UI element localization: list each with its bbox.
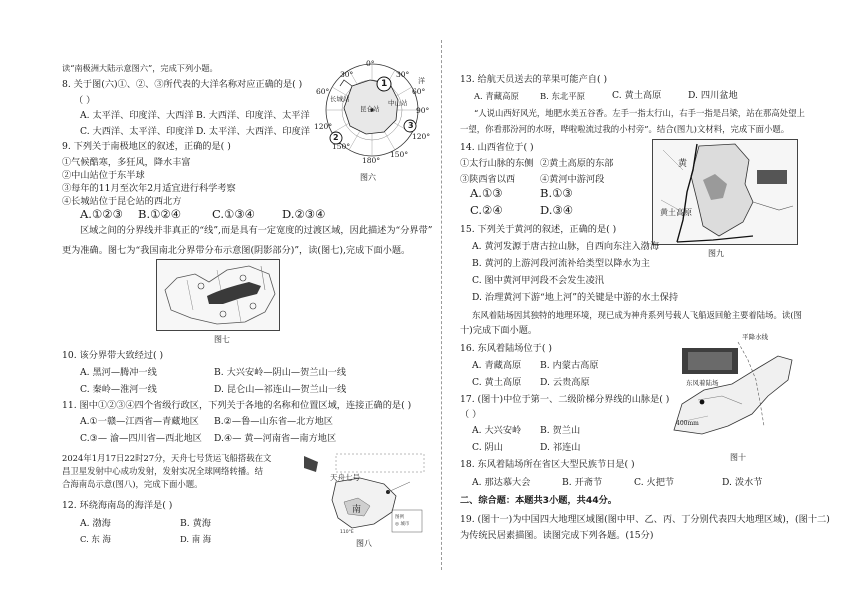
q13-option-b[interactable]: B. 东北平原 (540, 91, 585, 101)
fig10-label-isohyet: 平降水线 (742, 333, 768, 341)
q18-option-a[interactable]: A. 那达慕大会 (472, 477, 531, 488)
fig6-lon-60-right: 60° (412, 87, 426, 96)
fig6-lon-120-right: 120° (412, 132, 431, 141)
q14-statement-1: ①太行山脉的东侧 (460, 158, 534, 169)
fig9-label-huang: 黄 (678, 159, 688, 169)
fig6-lon-0: 0° (366, 59, 375, 68)
q10-option-c[interactable]: C. 秦岭—淮河一线 (80, 384, 157, 395)
q9-statement-2: ②中山站位于东半球 (62, 170, 145, 181)
svg-text:110°E: 110°E (340, 530, 354, 535)
svg-text:图例: 图例 (395, 515, 404, 520)
q19-stem-2: 为传统民居素描图。读图完成下列各题。(15分) (460, 530, 654, 541)
q9-option-d[interactable]: D.②③④ (282, 207, 326, 221)
figure-6-caption: 图六 (360, 173, 376, 182)
q18-option-d[interactable]: D. 泼水节 (722, 477, 763, 488)
fig6-station-kunlun: 昆仑站 (360, 105, 380, 113)
q9-statement-4: ④长城站位于昆仑站的西北方 (62, 196, 182, 207)
q9-option-a[interactable]: A.①②③ (80, 207, 123, 221)
q14-option-d[interactable]: D.③④ (540, 203, 574, 217)
fig9-label-plateau: 黄土高原 (660, 208, 692, 217)
q11-option-b[interactable]: B.②—鲁—山东省—北方地区 (214, 416, 333, 427)
q16-stem: 16. 东风着陆场位于( ) (460, 343, 552, 354)
figure-10-dongfeng-map (668, 330, 798, 448)
q15-option-c[interactable]: C. 图中黄河甲河段不会发生凌汛 (472, 275, 604, 286)
fig10-label-400mm: 400mm (676, 420, 699, 427)
figure-7-caption: 图七 (214, 335, 230, 344)
q9-statement-3: ③每年的11月至次年2月适宜进行科学考察 (62, 183, 236, 194)
figure-7-map (156, 259, 280, 331)
figure-9-shanxi-map (652, 139, 798, 245)
q18-stem: 18. 东风着陆场所在省区大型民族节日是( ) (460, 459, 635, 470)
fig6-station-changcheng: 长城站 (330, 95, 350, 103)
q8-stem: 8. 关于图(六)①、②、③所代表的大洋名称对应正确的是( ) (62, 79, 303, 90)
q17-option-d[interactable]: D. 祁连山 (540, 442, 581, 453)
q9-stem: 9. 下列关于南极地区的叙述，正确的是( ) (62, 141, 231, 152)
q17-stem-bracket: （ ） (460, 409, 482, 420)
q14-statement-2: ②黄土高原的东部 (540, 158, 614, 169)
fig6-lon-30-left: 30° (340, 70, 354, 79)
q14-stem: 14. 山西省位于( ) (460, 142, 534, 153)
fig6-ocean-1: 1 (381, 79, 388, 89)
q8-option-d[interactable]: D. 太平洋、大西洋、印度洋 (196, 126, 310, 137)
para-tianzhou-2: 昌卫星发射中心成功发射，发射实况全球网络转播。结 (62, 466, 263, 476)
section-2-heading: 二、综合题：本题共3小题，共44分。 (460, 495, 617, 506)
q10-option-b[interactable]: B. 大兴安岭—阴山—贺兰山一线 (214, 367, 347, 378)
q17-option-a[interactable]: A. 大兴安岭 (472, 425, 522, 436)
figure-8-caption: 图八 (356, 539, 372, 548)
q17-option-c[interactable]: C. 阴山 (472, 442, 503, 453)
q10-option-d[interactable]: D. 昆仑山—祁连山—贺兰山一线 (214, 384, 347, 395)
para-dongfeng-2: 十)完成下面小题。 (460, 325, 538, 336)
q16-option-c[interactable]: C. 黄土高原 (472, 377, 522, 388)
q13-option-d[interactable]: D. 四川盆地 (688, 90, 738, 101)
svg-text:南: 南 (352, 505, 362, 515)
q18-option-b[interactable]: B. 开斋节 (562, 477, 603, 488)
q11-option-c[interactable]: C.③— 渝—四川省—西北地区 (80, 433, 202, 444)
figure-8-hainan-map (300, 452, 426, 536)
q12-option-a[interactable]: A. 渤海 (80, 518, 111, 529)
fig6-lon-90: 90° (416, 106, 430, 115)
fig6-ocean-2: 2 (333, 133, 339, 142)
q14-option-a[interactable]: A.①③ (470, 186, 503, 200)
q15-option-a[interactable]: A. 黄河发源于唐古拉山脉，自西向东注入渤海 (472, 241, 660, 252)
q8-option-a[interactable]: A. 太平洋、印度洋、大西洋 (80, 110, 194, 121)
fig6-lon-180: 180° (362, 156, 381, 165)
column-divider (441, 40, 442, 570)
q14-option-c[interactable]: C.②④ (470, 203, 503, 217)
fig6-ocean-3: 3 (408, 121, 414, 130)
q15-option-d[interactable]: D. 治理黄河下游“地上河”的关键是中游的水土保持 (472, 292, 679, 303)
q8-option-c[interactable]: C. 大西洋、太平洋、印度洋 (80, 126, 194, 137)
q8-option-b[interactable]: B. 大西洋、印度洋、太平洋 (196, 110, 310, 121)
fig6-lon-120-left: 120° (314, 122, 333, 131)
figure-9-caption: 图九 (708, 249, 724, 258)
para-boundary-2: 更为准确。图七为“我国南北分界带分布示意图(阴影部分)”，读(图七),完成下面小题。 (62, 245, 411, 256)
q8-stem-bracket: （ ） (74, 95, 96, 106)
q17-option-b[interactable]: B. 贺兰山 (540, 425, 581, 436)
q9-option-b[interactable]: B.①②④ (138, 207, 182, 221)
q19-stem-1: 19. (图十一)为中国四大地理区域图(图中甲、乙、丙、丁分别代表四大地理区域)，(图十二) (460, 514, 830, 525)
q14-option-b[interactable]: B.①③ (540, 186, 573, 200)
q15-option-b[interactable]: B. 黄河的上游河段河流补给类型以降水为主 (472, 258, 650, 269)
q17-stem: 17. (图十)中位于第一、二级阶梯分界线的山脉是( ) (460, 394, 670, 405)
fig10-label-landing: 东风着陆场 (686, 379, 719, 387)
fig6-ocean-char: 洋 (418, 77, 425, 85)
para-tianzhou-1: 2024年1月17日22时27分，天舟七号货运飞船搭载在文 (62, 453, 272, 463)
q12-option-b[interactable]: B. 黄海 (180, 518, 211, 529)
q12-option-d[interactable]: D. 南 海 (180, 534, 212, 544)
q9-option-c[interactable]: C.①③④ (212, 207, 255, 221)
q16-option-b[interactable]: B. 内蒙古高原 (540, 360, 599, 371)
q9-statement-1: ①气候酷寒，多狂风，降水丰富 (62, 157, 191, 168)
para-tianzhou-3: 合海南岛示意(图八)，完成下面小题。 (62, 479, 203, 489)
q16-option-d[interactable]: D. 云贵高原 (540, 377, 590, 388)
q13-option-a[interactable]: A. 青藏高原 (474, 91, 519, 101)
fig6-lon-30-right: 30° (396, 70, 410, 79)
q12-option-c[interactable]: C. 东 海 (80, 534, 111, 544)
q14-statement-3: ③陕西省以西 (460, 174, 516, 185)
para-shanxi-2: 一望，你看那汾河的水呀，哗啦啦流过我的小村旁”。结合(图九)文材料，完成下面小题。 (460, 124, 790, 134)
para-shanxi-1: “人说山西好风光，地肥水美五谷香。左手一指太行山，右手一指是吕梁，站在那高处望上 (474, 108, 805, 118)
svg-text:◎ 城市: ◎ 城市 (395, 522, 410, 527)
q11-stem: 11. 图中①②③④四个省级行政区，下列关于各地的名称和位置区域，连接正确的是( ) (62, 400, 412, 411)
q18-option-c[interactable]: C. 火把节 (634, 477, 675, 488)
q10-stem: 10. 该分界带大致经过( ) (62, 350, 164, 361)
q11-option-a[interactable]: A.①一赣—江西省—青藏地区 (80, 416, 199, 427)
figure-10-caption: 图十 (730, 453, 746, 462)
fig6-station-zhongshan: 中山站 (388, 99, 408, 107)
para-dongfeng-1: 东风着陆场因其独特的地理环境，现已成为神舟系列号载人飞船返回舱主要着陆场。读(图 (472, 310, 802, 320)
fig6-lon-150-left: 150° (332, 142, 351, 151)
fig6-lon-150-right: 150° (390, 150, 409, 159)
q13-option-c[interactable]: C. 黄土高原 (612, 90, 662, 101)
fig6-lon-60-left: 60° (316, 87, 330, 96)
q10-option-a[interactable]: A. 黑河—腾冲一线 (80, 367, 157, 378)
q12-stem: 12. 环绕海南岛的海洋是( ) (62, 500, 173, 511)
figure-8-label-tianzhou: 天舟七号 (330, 473, 360, 482)
intro-text: 读“南极洲大陆示意图六”，完成下列小题。 (62, 63, 218, 73)
q15-stem: 15. 下列关于黄河的叙述，正确的是( ) (460, 224, 617, 235)
q16-option-a[interactable]: A. 青藏高原 (472, 360, 522, 371)
q11-option-d[interactable]: D.④— 黄—河南省—南方地区 (214, 433, 337, 444)
q13-stem: 13. 给航天员送去的苹果可能产自( ) (460, 74, 608, 85)
para-boundary-1: 区域之间的分界线并非真正的“线”,而是具有一定宽度的过渡区域，因此描述为“分界带” (80, 225, 433, 236)
q14-statement-4: ④黄河中游河段 (540, 174, 605, 185)
